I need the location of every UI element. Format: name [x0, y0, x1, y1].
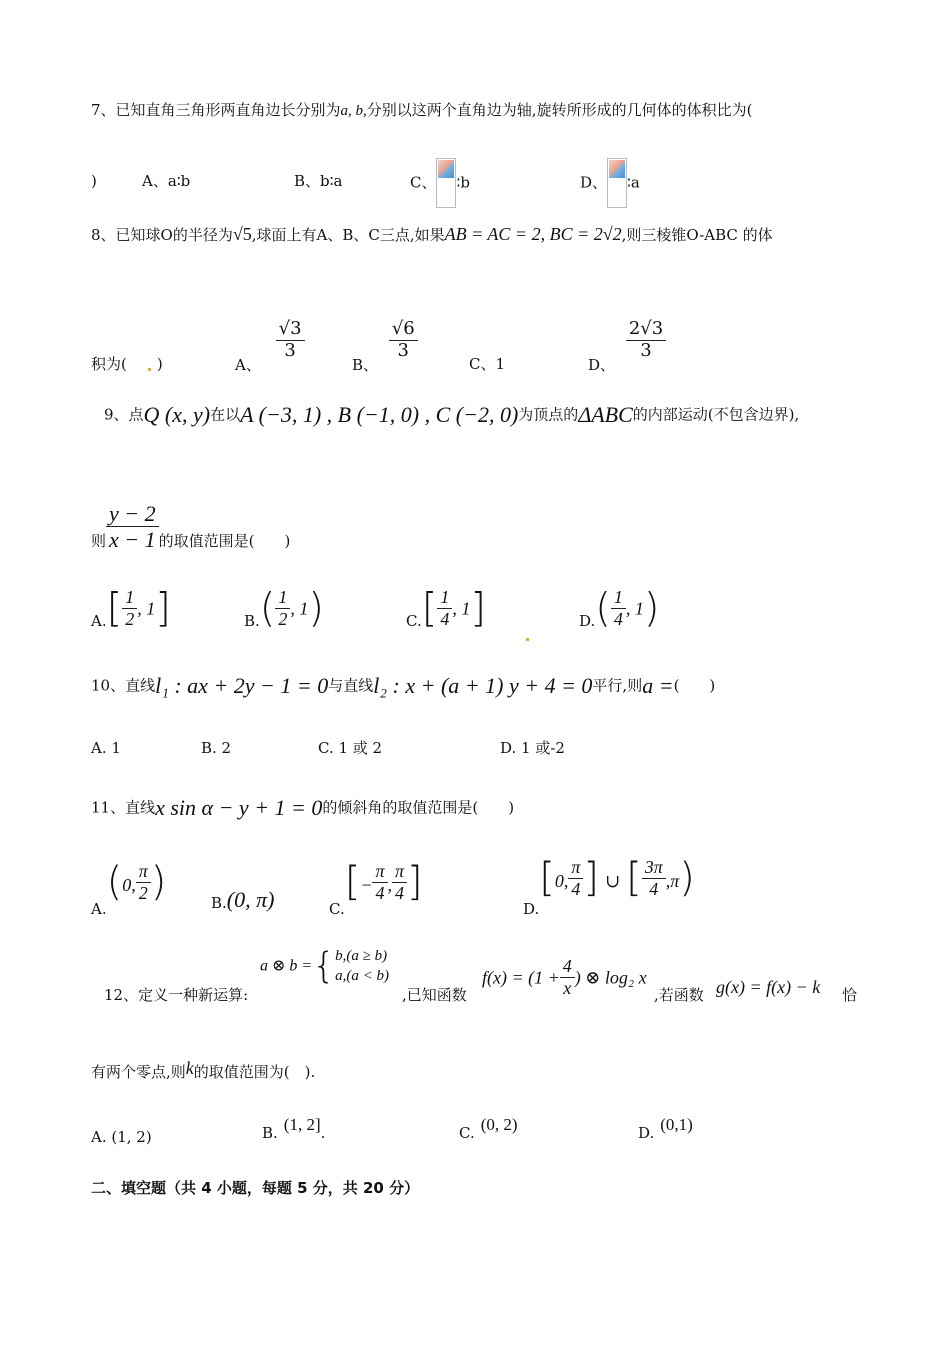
q12-stem-tail: 恰	[842, 986, 858, 1004]
q12-stem-g-intro: ,若函数	[654, 986, 704, 1004]
q7-option-a: A、a∶b	[142, 172, 191, 190]
q8-stem-cont: 积为( )	[91, 355, 163, 373]
q12-stem-lead: 12、定义一种新运算:	[104, 986, 249, 1004]
q12-option-b: B. (1, 2].	[262, 1115, 326, 1142]
broken-image-icon	[436, 158, 456, 208]
q11-option-b: B.(0, π)	[211, 887, 275, 912]
q11-option-c: C.[− $\frac{\pi}{4}$ , $\frac{\pi}{4}$ ]	[329, 859, 423, 918]
q11-stem: 11、直线x sin α − y + 1 = 0的倾斜角的取值范围是( )	[91, 795, 515, 820]
q12-option-d: D. (0,1)	[638, 1115, 693, 1142]
q9-option-b: B.( $\frac{1}{2}$ , 1)	[244, 585, 325, 632]
q11-option-a: A.(0, $\frac{\pi}{2}$ )	[91, 859, 167, 918]
q12-option-a: A. (1, 2)	[91, 1128, 152, 1146]
q9-stem: 9、点Q (x, y)在以A (−3, 1) , B (−1, 0) , C (−2, 0)为顶点的ΔABC的内部运动(不包含边界),	[104, 402, 800, 427]
q8-option-a: A、 $\frac{√3}{3}$	[235, 320, 305, 373]
q9-option-d: D.( $\frac{1}{4}$ , 1)	[579, 585, 660, 632]
q11-option-d: D.[0, $\frac{\pi}{4}$ ] ∪ [ $\frac{3\pi}{4}$ ,π)	[523, 855, 695, 918]
q12-stem-func-intro: ,已知函数	[402, 986, 467, 1004]
q10-option-d: D. 1 或-2	[500, 739, 565, 757]
q10-stem: 10、直线l₁ : ax + 2y − 1 = 0与直线l₂ : x + (a + 1) y + 4 = 0平行,则a =( )	[91, 673, 716, 698]
q12-option-c: C. (0, 2)	[459, 1115, 518, 1142]
q10-option-c: C. 1 或 2	[318, 739, 383, 757]
q12-stem-cont: 有两个零点,则k的取值范围为( ).	[91, 1058, 316, 1081]
q7-stem: 7、已知直角三角形两直角边长分别为a, b,分别以这两个直角边为轴,旋转所形成的几何体的体积比为(	[91, 101, 753, 119]
q12-op-definition: a ⊗ b ={ b,(a ≥ b) a,(a < b)	[260, 945, 389, 987]
q7-option-b: B、b∶a	[294, 172, 343, 190]
q9-option-a: A.[ $\frac{1}{2}$ , 1]	[91, 585, 171, 632]
stray-dot	[148, 368, 151, 371]
section-heading: 二、填空题（共 4 小题，每题 5 分，共 20 分）	[91, 1179, 420, 1197]
q7-option-d: D、 ∶a	[580, 158, 640, 208]
q8-option-c: C、1	[469, 355, 506, 373]
stray-dot	[526, 638, 529, 641]
q9-ratio-line: 则 $\frac{y - 2}{x - 1}$ 的取值范围是( )	[91, 501, 291, 553]
q12-function-g: g(x) = f(x) − k	[716, 977, 821, 997]
q12-function-f: f(x) = (1 + $\frac{4}{x}$ ) ⊗ log₂ x	[482, 956, 647, 998]
q8-stem: 8、已知球O的半径为√5,球面上有A、B、C三点,如果AB = AC = 2, BC = 2√2,则三棱锥O-ABC 的体	[91, 224, 773, 244]
q7-option-c: C、 ∶b	[410, 158, 470, 208]
q7-close: )	[91, 172, 97, 190]
q10-option-b: B. 2	[201, 739, 232, 757]
broken-image-icon	[607, 158, 627, 208]
q10-option-a: A. 1	[91, 739, 121, 757]
q8-option-d: D、 $\frac{2√3}{3}$	[588, 320, 666, 373]
q8-option-b: B、 $\frac{√6}{3}$	[352, 320, 418, 373]
q9-option-c: C.[ $\frac{1}{4}$ , 1]	[406, 585, 486, 632]
